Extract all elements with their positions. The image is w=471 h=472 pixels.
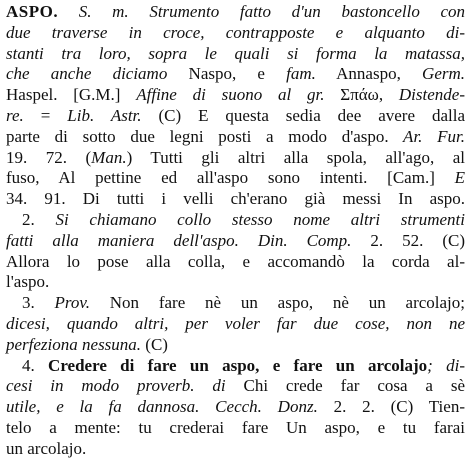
entry-line-2: due traverse in croce, contrapposte e alquanto di-	[6, 22, 465, 42]
entry-line-1: ASPO. S. m. Strumento fatto d'un bastoncello con	[6, 2, 466, 21]
headword: ASPO.	[6, 2, 59, 21]
entry-line-13: Allora lo pose alla colla, e accomandò la corda al-	[6, 251, 465, 271]
entry-line-21: telo a mente: tu crederai fare Un aspo, e tu farai	[6, 417, 465, 437]
entry-line-19: cesi in modo proverb. di Chi crede far cosa a sè	[6, 376, 465, 396]
entry-line-9: fuso, Al pettine ed all'aspo sono intenti. [Cam.] E	[6, 168, 465, 188]
entry-line-16: dicesi, quando altri, per voler far due cose, non ne	[6, 313, 465, 333]
entry-line-8: 19. 72. (Man.) Tutti gli altri alla spola, all'ago, al	[6, 147, 465, 167]
entry-line-10: 34. 91. Di tutti i velli ch'erano già messi In aspo.	[6, 189, 465, 209]
entry-line-3: stanti tra loro, sopra le quali si forma la matassa,	[6, 43, 465, 63]
entry-line-6: re. = Lib. Astr. (C) E questa sedia dee avere dalla	[6, 105, 465, 125]
entry-line-15: 3. Prov. Non fare nè un aspo, nè un arcolajo;	[22, 293, 465, 313]
entry-line-5: Haspel. [G.M.] Affine di suono al gr. Σπάω, Distende-	[6, 85, 465, 105]
entry-line-7: parte di sotto due legni posti a modo d'aspo. Ar. Fur.	[6, 126, 465, 146]
entry-line-22: un arcolajo.	[6, 438, 87, 458]
entry-line-18: 4. Credere di fare un aspo, e fare un arcolajo; di-	[22, 355, 466, 375]
entry-line-4: che anche diciamo Naspo, e fam. Annaspo, Germ.	[6, 64, 466, 84]
entry-line-20: utile, e la fa dannosa. Cecch. Donz. 2. 2. (C) Tien-	[6, 397, 465, 417]
entry-line-17: perfeziona nessuna. (C)	[6, 334, 168, 354]
entry-line-11: 2. Si chiamano collo stesso nome altri strumenti	[22, 209, 465, 229]
entry-line-14: l'aspo.	[6, 272, 50, 292]
entry-line-12: fatti alla maniera dell'aspo. Din. Comp. 2. 52. (C)	[6, 230, 465, 250]
